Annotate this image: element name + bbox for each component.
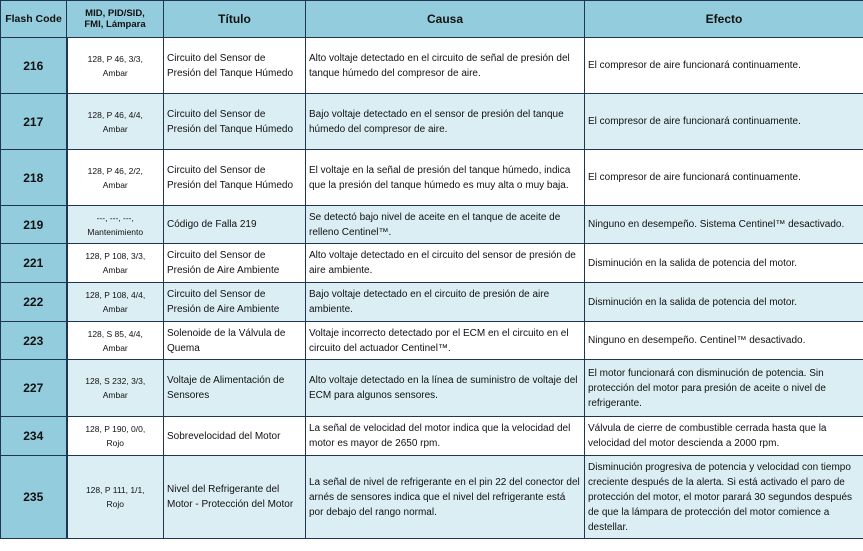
causa-cell: Bajo voltaje detectado en el circuito de presión de aire ambiente. (306, 283, 585, 322)
causa-cell: El voltaje en la señal de presión del tanque húmedo, indica que la presión del tanque húmedo es muy alta o muy baja. (306, 150, 585, 206)
mid-cell (67, 322, 164, 360)
mid-line2: Ambar (102, 304, 128, 314)
causa-cell: La señal de nivel de refrigerante en el pin 22 del conector del arnés de sensores indica que el nivel del refrigerante está por debajo del rango normal. (306, 456, 585, 539)
mid-line1: 128, P 190, 0/0, (85, 424, 146, 434)
causa-cell: Alto voltaje detectado en la línea de suministro de voltaje del ECM para algunos sensores. (306, 360, 585, 417)
mid-cell (67, 417, 164, 456)
flash-code-cell: 218 (1, 150, 67, 206)
mid-cell (67, 244, 164, 283)
mid-line1: 128, P 108, 3/3, (85, 251, 146, 261)
mid-line1: 128, P 111, 1/1, (85, 485, 145, 495)
titulo-cell: Circuito del Sensor de Presión del Tanque Húmedo (164, 94, 306, 150)
flash-code-cell: 235 (1, 456, 67, 539)
efecto-cell: Válvula de cierre de combustible cerrada hasta que la velocidad del motor descienda a 2000 rpm. (585, 417, 863, 456)
table-row (1, 322, 863, 360)
mid-line2: Ambar (102, 123, 128, 134)
titulo-cell: Solenoide de la Válvula de Quema (164, 322, 306, 360)
table-row (1, 150, 863, 206)
flash-code-cell: 234 (1, 417, 67, 456)
efecto-cell: El motor funcionará con disminución de potencia. Sin protección del motor para presión de aceite o nivel de refrigerante. (585, 360, 863, 417)
header-titulo: Título (164, 1, 306, 38)
table-row (1, 38, 863, 94)
causa-cell: Alto voltaje detectado en el circuito de señal de presión del tanque húmedo del compresor de aire. (306, 38, 585, 94)
titulo-cell: Voltaje de Alimentación de Sensores (164, 360, 306, 417)
mid-line2: Mantenimiento (87, 226, 144, 237)
titulo-cell: Circuito del Sensor de Presión de Aire Ambiente (164, 244, 306, 283)
efecto-cell: El compresor de aire funcionará continuamente. (585, 94, 863, 150)
mid-cell (67, 206, 164, 244)
mid-line1: 128, P 46, 2/2, (87, 165, 143, 176)
table-row (1, 244, 863, 283)
mid-cell (67, 150, 164, 206)
efecto-cell: Ninguno en desempeño. Sistema Centinel™ desactivado. (585, 206, 863, 244)
causa-cell: Alto voltaje detectado en el circuito del sensor de presión de aire ambiente. (306, 244, 585, 283)
header-mid-pid-fmi (67, 1, 164, 38)
flash-code-cell: 216 (1, 38, 67, 94)
header-causa: Causa (306, 1, 585, 38)
causa-cell: Voltaje incorrecto detectado por el ECM en el circuito en el circuito del actuador Centinel™. (306, 322, 585, 360)
mid-cell (67, 456, 164, 539)
efecto-cell: El compresor de aire funcionará continuamente. (585, 38, 863, 94)
flash-code-cell: 223 (1, 322, 67, 360)
table-row (1, 206, 863, 244)
titulo-cell: Sobrevelocidad del Motor (164, 417, 306, 456)
mid-cell (67, 283, 164, 322)
header-efecto: Efecto (585, 1, 863, 38)
causa-cell: Bajo voltaje detectado en el sensor de presión del tanque húmedo del compresor de aire. (306, 94, 585, 150)
header-mid-line1: MID, PID/SID, (85, 8, 145, 19)
efecto-cell: Ninguno en desempeño. Centinel™ desactivado. (585, 322, 863, 360)
mid-line2: Ambar (102, 179, 128, 190)
titulo-cell: Circuito del Sensor de Presión del Tanque Húmedo (164, 150, 306, 206)
mid-line1: 128, S 232, 3/3, (85, 376, 146, 386)
table-row (1, 417, 863, 456)
causa-cell: La señal de velocidad del motor indica que la velocidad del motor es mayor de 2650 rpm. (306, 417, 585, 456)
mid-line2: Ambar (102, 390, 128, 400)
mid-line2: Rojo (106, 499, 124, 509)
table-row (1, 456, 863, 539)
table-body (1, 38, 863, 539)
flash-code-cell: 227 (1, 360, 67, 417)
header-row (1, 1, 863, 38)
flash-code-cell: 221 (1, 244, 67, 283)
efecto-cell: Disminución en la salida de potencia del motor. (585, 244, 863, 283)
table-row (1, 360, 863, 417)
efecto-cell: Disminución progresiva de potencia y velocidad con tiempo creciente después de la alerta. Si está activado el paro de protección del motor, el motor parará 30 segundos después de que la lámpara de protección del motor comience a destellar. (585, 456, 863, 539)
causa-cell: Se detectó bajo nivel de aceite en el tanque de aceite de relleno Centinel™. (306, 206, 585, 244)
mid-cell (67, 94, 164, 150)
titulo-cell: Circuito del Sensor de Presión del Tanque Húmedo (164, 38, 306, 94)
mid-line1: ---, ---, ---, (96, 212, 134, 223)
mid-cell (67, 360, 164, 417)
mid-line2: Rojo (106, 438, 124, 448)
table-row (1, 94, 863, 150)
flash-code-cell: 222 (1, 283, 67, 322)
mid-line2: Ambar (102, 342, 128, 353)
mid-line1: 128, P 46, 4/4, (87, 109, 143, 120)
table-header (1, 1, 863, 38)
flash-code-cell: 219 (1, 206, 67, 244)
table-row (1, 283, 863, 322)
mid-line2: Ambar (102, 265, 128, 275)
mid-line1: 128, S 85, 4/4, (87, 328, 143, 339)
mid-line2: Ambar (102, 67, 128, 78)
flash-code-cell: 217 (1, 94, 67, 150)
mid-cell (67, 38, 164, 94)
titulo-cell: Circuito del Sensor de Presión de Aire Ambiente (164, 283, 306, 322)
header-mid-line2: FMI, Lámpara (84, 19, 146, 30)
titulo-cell: Código de Falla 219 (164, 206, 306, 244)
titulo-cell: Nivel del Refrigerante del Motor - Protección del Motor (164, 456, 306, 539)
header-flash-code: Flash Code (1, 1, 67, 38)
efecto-cell: Disminución en la salida de potencia del motor. (585, 283, 863, 322)
mid-line1: 128, P 108, 4/4, (85, 290, 146, 300)
mid-line1: 128, P 46, 3/3, (87, 53, 143, 64)
efecto-cell: El compresor de aire funcionará continuamente. (585, 150, 863, 206)
